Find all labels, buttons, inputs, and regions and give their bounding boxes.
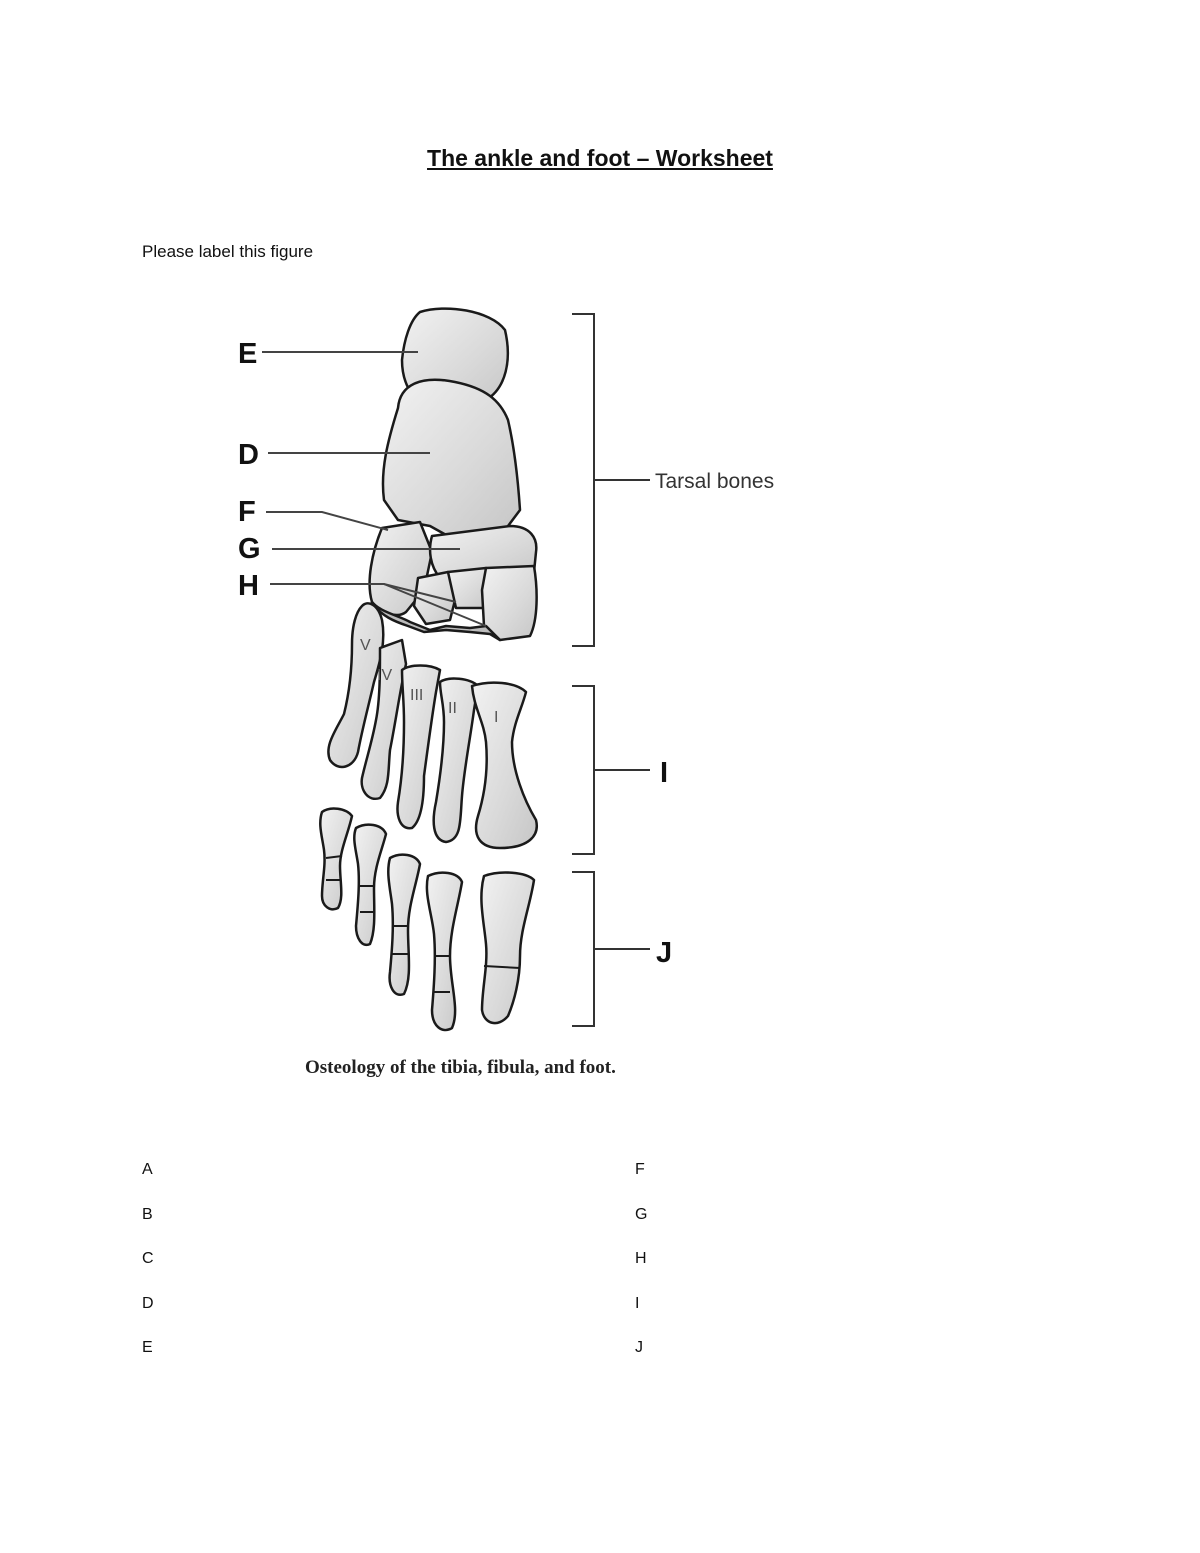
talus-bone: [383, 380, 520, 536]
figure-label-i: I: [660, 757, 669, 789]
answer-label-h: H: [635, 1250, 647, 1267]
numeral-iii: III: [410, 687, 424, 704]
answer-column-left: [142, 1160, 154, 1383]
answer-label-a: A: [142, 1161, 153, 1178]
figure-label-h: H: [238, 570, 259, 602]
instruction-text: Please label this figure: [142, 242, 314, 261]
figure-label-d: D: [238, 439, 259, 471]
phalanx-3: [388, 855, 420, 995]
foot-skeleton-figure: [0, 290, 1200, 1090]
tarsal-bones-drawing: [370, 309, 537, 640]
brackets: [572, 314, 650, 1026]
answer-label-f: F: [635, 1161, 645, 1178]
answer-label-b: B: [142, 1205, 153, 1223]
figure-label-g: G: [238, 533, 261, 565]
numeral-iv: IV: [377, 667, 393, 684]
phalanx-2: [427, 873, 462, 1030]
answer-label-e: E: [142, 1339, 153, 1356]
phalanx-4: [354, 825, 386, 945]
answer-label-i: I: [635, 1294, 640, 1312]
figure-label-e: E: [238, 338, 258, 370]
numeral-v: V: [360, 637, 371, 654]
answer-label-g: G: [635, 1205, 648, 1223]
figure-caption: Osteology of the tibia, fibula, and foot.: [305, 1057, 616, 1078]
figure-label-j: J: [656, 937, 673, 969]
numeral-ii: II: [448, 700, 457, 717]
phalanx-5: [320, 809, 352, 910]
answer-column-right: [635, 1160, 647, 1383]
phalanx-1: [481, 873, 534, 1024]
numeral-i: I: [494, 709, 499, 726]
answer-label-d: D: [142, 1294, 154, 1312]
metatarsal-i: [472, 683, 537, 848]
tarsal-bones-label: Tarsal bones: [655, 470, 775, 493]
answer-label-c: C: [142, 1250, 154, 1267]
answer-label-j: J: [635, 1339, 643, 1356]
figure-label-f: F: [238, 496, 256, 528]
worksheet-title: The ankle and foot – Worksheet: [427, 145, 773, 171]
